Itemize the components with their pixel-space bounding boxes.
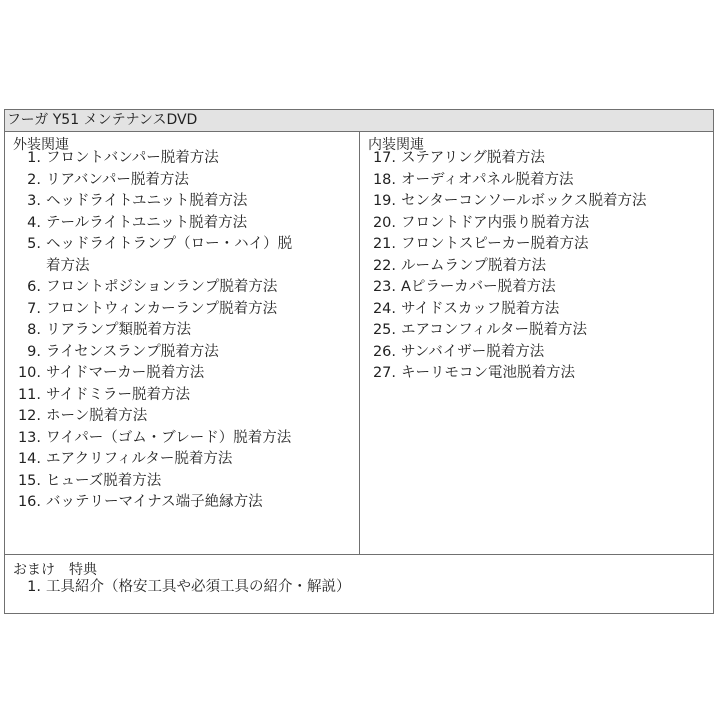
item-number: 1. [27, 579, 41, 595]
exterior-list-item [13, 406, 292, 428]
bonus-list-item [13, 577, 351, 599]
interior-list-item [368, 256, 646, 278]
interior-list-item [368, 277, 646, 299]
item-text: ルームランプ脱着方法 [401, 257, 546, 274]
item-text: エアクリフィルター脱着方法 [46, 451, 233, 467]
item-number: 1. [27, 150, 41, 166]
exterior-list-item [13, 320, 292, 342]
exterior-list-item [13, 385, 292, 407]
exterior-list-item [13, 449, 292, 471]
item-number: 20. [372, 214, 396, 231]
item-number: 13. [17, 429, 41, 446]
interior-list-item [368, 342, 646, 364]
item-number: 21. [372, 236, 396, 252]
item-text: エアコンフィルター脱着方法 [401, 322, 588, 338]
item-text: ワイパー（ゴム・ブレード）脱着方法 [46, 429, 292, 446]
item-number: 19. [372, 193, 396, 209]
exterior-list-item [13, 277, 292, 299]
item-text: ホーン脱着方法 [46, 408, 148, 424]
item-text: リアバンパー脱着方法 [46, 171, 189, 188]
item-text: 工具紹介（格安工具や必須工具の紹介・解説） [46, 579, 351, 595]
item-text: Aピラーカバー脱着方法 [401, 279, 556, 295]
item-number: 23. [372, 279, 396, 295]
interior-section [360, 132, 713, 554]
exterior-list-item [13, 148, 292, 170]
item-number: 4. [27, 214, 41, 231]
item-text: フロントウィンカーランプ脱着方法 [46, 300, 278, 317]
exterior-list-item [13, 492, 292, 514]
item-text: バッテリーマイナス端子絶縁方法 [46, 494, 263, 510]
bonus-section [5, 554, 713, 613]
exterior-list-item [13, 363, 292, 385]
item-text: ライセンスランプ脱着方法 [46, 343, 219, 360]
item-number: 2. [27, 171, 41, 188]
item-number: 11. [17, 386, 41, 403]
item-number: 26. [372, 343, 396, 360]
item-text: テールライトユニット脱着方法 [46, 214, 248, 231]
item-text: オーディオパネル脱着方法 [401, 171, 574, 188]
item-text: ヒューズ脱着方法 [46, 472, 162, 489]
document-table [4, 109, 714, 614]
item-number: 7. [27, 300, 41, 317]
item-number: 15. [17, 472, 41, 489]
interior-list-item [368, 148, 646, 170]
item-text: ステアリング脱着方法 [401, 150, 545, 166]
exterior-list-item [13, 342, 292, 364]
item-number: 12. [17, 408, 41, 424]
interior-list-item [368, 320, 646, 342]
item-number: 24. [372, 300, 396, 317]
item-text: フロントバンパー脱着方法 [46, 150, 219, 166]
interior-list-item [368, 234, 646, 256]
item-number: 6. [27, 279, 41, 295]
item-number: 16. [17, 494, 41, 510]
exterior-heading: 外装関連 [13, 137, 69, 153]
bonus-heading: おまけ 特典 [13, 562, 97, 578]
item-text: リアランプ類脱着方法 [46, 322, 191, 338]
item-text: ヘッドライトランプ（ロー・ハイ）脱 [46, 236, 293, 252]
item-number: 3. [27, 193, 41, 209]
item-text: サイドマーカー脱着方法 [46, 365, 205, 381]
document-title: フーガ Y51 メンテナンスDVD [5, 110, 713, 132]
exterior-list-item [13, 234, 292, 256]
item-number: 9. [27, 343, 41, 360]
interior-heading: 内装関連 [368, 137, 424, 153]
exterior-list-item [13, 213, 292, 235]
item-number: 22. [372, 257, 396, 274]
item-number: 10. [17, 365, 41, 381]
item-number: 5. [27, 236, 41, 252]
interior-list-item [368, 299, 646, 321]
item-text: サイドミラー脱着方法 [46, 386, 190, 403]
exterior-list-item [13, 428, 292, 450]
item-text: フロントドア内張り脱着方法 [401, 214, 590, 231]
exterior-section [5, 132, 360, 554]
item-number: 17. [372, 150, 396, 166]
interior-list-item [368, 191, 646, 213]
item-number: 18. [372, 171, 396, 188]
item-number: 27. [372, 365, 396, 381]
item-text: フロントスピーカー脱着方法 [401, 236, 589, 252]
exterior-list [13, 148, 292, 514]
item-text: キーリモコン電池脱着方法 [401, 365, 575, 381]
exterior-list-item [13, 170, 292, 192]
bonus-list [13, 577, 351, 599]
interior-list-item [368, 363, 646, 385]
interior-list-item [368, 213, 646, 235]
item-text-continuation: 着方法 [46, 257, 90, 274]
item-number: 25. [372, 322, 396, 338]
exterior-list-item [13, 471, 292, 493]
interior-list [368, 148, 646, 385]
item-number: 8. [27, 322, 41, 338]
item-text: サンバイザー脱着方法 [401, 343, 545, 360]
item-text: フロントポジションランプ脱着方法 [46, 279, 278, 295]
exterior-list-item [13, 191, 292, 213]
exterior-list-item [13, 299, 292, 321]
item-text: サイドスカッフ脱着方法 [401, 300, 560, 317]
item-text: ヘッドライトユニット脱着方法 [46, 193, 248, 209]
item-number: 14. [17, 451, 41, 467]
interior-list-item [368, 170, 646, 192]
item-text: センターコンソールボックス脱着方法 [401, 193, 647, 209]
